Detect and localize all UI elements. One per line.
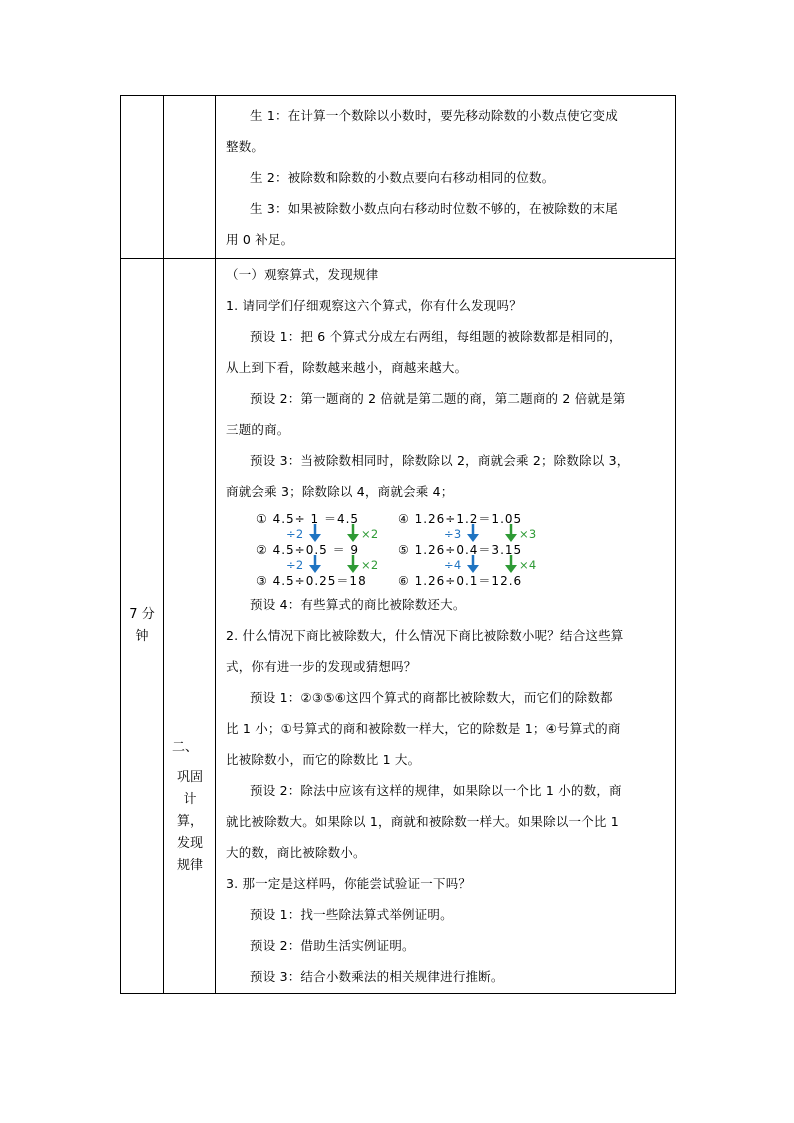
divisor-op-label: ÷2 — [286, 558, 304, 572]
preset-answer-cont: 从上到下看，除数越来越小，商越来越大。 — [226, 360, 468, 375]
student-answer: 生 2：被除数和除数的小数点要向右移动相同的位数。 — [250, 170, 555, 185]
quotient-op-label: ×3 — [519, 527, 537, 541]
divisor-op-label: ÷3 — [444, 527, 462, 541]
student-answer-cont: 用 0 补足。 — [226, 232, 294, 247]
table-row — [121, 259, 676, 994]
equation-figure — [226, 509, 665, 589]
preset-answer: 预设 1：找一些除法算式举例证明。 — [250, 907, 453, 922]
preset-answer-cont: 商就会乘 3；除数除以 4，商就会乘 4； — [226, 484, 454, 499]
phase-title-line: 计 — [183, 792, 197, 807]
quotient-op-label: ×2 — [361, 558, 379, 572]
preset-answer: 预设 3：当被除数相同时，除数除以 2，商就会乘 2；除数除以 3， — [250, 453, 630, 468]
down-arrow-icon — [346, 524, 360, 542]
equation: ② 4.5÷0.5 ＝ 9 — [256, 543, 360, 557]
preset-answer-cont: 比 1 小；①号算式的商和被除数一样大，它的除数是 1；④号算式的商 — [226, 721, 621, 736]
equation: ③ 4.5÷0.25＝18 — [256, 574, 367, 588]
question: 2. 什么情况下商比被除数大，什么情况下商比被除数小呢？结合这些算 — [226, 628, 624, 643]
equation: ⑤ 1.26÷0.4＝3.15 — [398, 543, 523, 557]
preset-answer: 预设 2：借助生活实例证明。 — [250, 938, 415, 953]
phase-title-line: 规律 — [176, 858, 203, 873]
question: 1. 请同学们仔细观察这六个算式，你有什么发现吗？ — [226, 298, 522, 313]
preset-answer-cont: 就比被除数大。如果除以 1，商就和被除数一样大。如果除以一个比 1 — [226, 814, 619, 829]
lesson-plan-table — [120, 95, 676, 994]
down-arrow-icon — [308, 524, 322, 542]
down-arrow-icon — [308, 555, 322, 573]
phase-number: 二、 — [172, 740, 199, 755]
down-arrow-icon — [504, 524, 518, 542]
preset-answer: 预设 1：把 6 个算式分成左右两组，每组题的被除数都是相同的， — [250, 329, 622, 344]
quotient-op-label: ×4 — [519, 558, 537, 572]
down-arrow-icon — [466, 555, 480, 573]
time-cell — [121, 259, 164, 994]
preset-answer: 预设 1：②③⑤⑥这四个算式的商都比被除数大，而它们的除数都 — [250, 690, 613, 705]
table-row — [121, 96, 676, 259]
preset-answer: 预设 4：有些算式的商比被除数还大。 — [250, 597, 466, 612]
equation: ④ 1.26÷1.2＝1.05 — [398, 512, 523, 526]
question: 3. 那一定是这样吗，你能尝试验证一下吗？ — [226, 876, 472, 891]
section-heading: （一）观察算式，发现规律 — [226, 267, 379, 282]
content-cell — [216, 259, 676, 994]
preset-answer-cont: 三题的商。 — [226, 422, 290, 437]
divisor-op-label: ÷2 — [286, 527, 304, 541]
preset-answer-cont: 大的数，商比被除数小。 — [226, 845, 366, 860]
phase-title-line: 巩固 — [176, 770, 203, 785]
down-arrow-icon — [504, 555, 518, 573]
equation: ⑥ 1.26÷0.1＝12.6 — [398, 574, 523, 588]
preset-answer: 预设 3：结合小数乘法的相关规律进行推断。 — [250, 969, 504, 984]
question-cont: 式，你有进一步的发现或猜想吗？ — [226, 659, 417, 674]
phase-cell — [164, 259, 216, 994]
down-arrow-icon — [466, 524, 480, 542]
student-answer-cont: 整数。 — [226, 139, 265, 154]
phase-title-line: 算， — [176, 814, 203, 829]
time-label: 钟 — [135, 629, 149, 644]
quotient-op-label: ×2 — [361, 527, 379, 541]
phase-cell-empty — [164, 96, 216, 259]
preset-answer-cont: 比被除数小，而它的除数比 1 大。 — [226, 752, 421, 767]
student-answer: 生 3：如果被除数小数点向右移动时位数不够的，在被除数的末尾 — [250, 201, 618, 216]
phase-title — [170, 767, 210, 877]
content-cell — [216, 96, 676, 259]
down-arrow-icon — [346, 555, 360, 573]
divisor-op-label: ÷4 — [444, 558, 462, 572]
phase-title-line: 发现 — [176, 836, 203, 851]
student-answer: 生 1：在计算一个数除以小数时，要先移动除数的小数点使它变成 — [250, 108, 618, 123]
preset-answer: 预设 2：第一题商的 2 倍就是第二题的商，第二题商的 2 倍就是第 — [250, 391, 626, 406]
time-cell-empty — [121, 96, 164, 259]
equation: ① 4.5÷ 1 ＝4.5 — [256, 512, 360, 526]
preset-answer: 预设 2：除法中应该有这样的规律，如果除以一个比 1 小的数，商 — [250, 783, 622, 798]
time-label: 7 分 — [129, 607, 155, 622]
